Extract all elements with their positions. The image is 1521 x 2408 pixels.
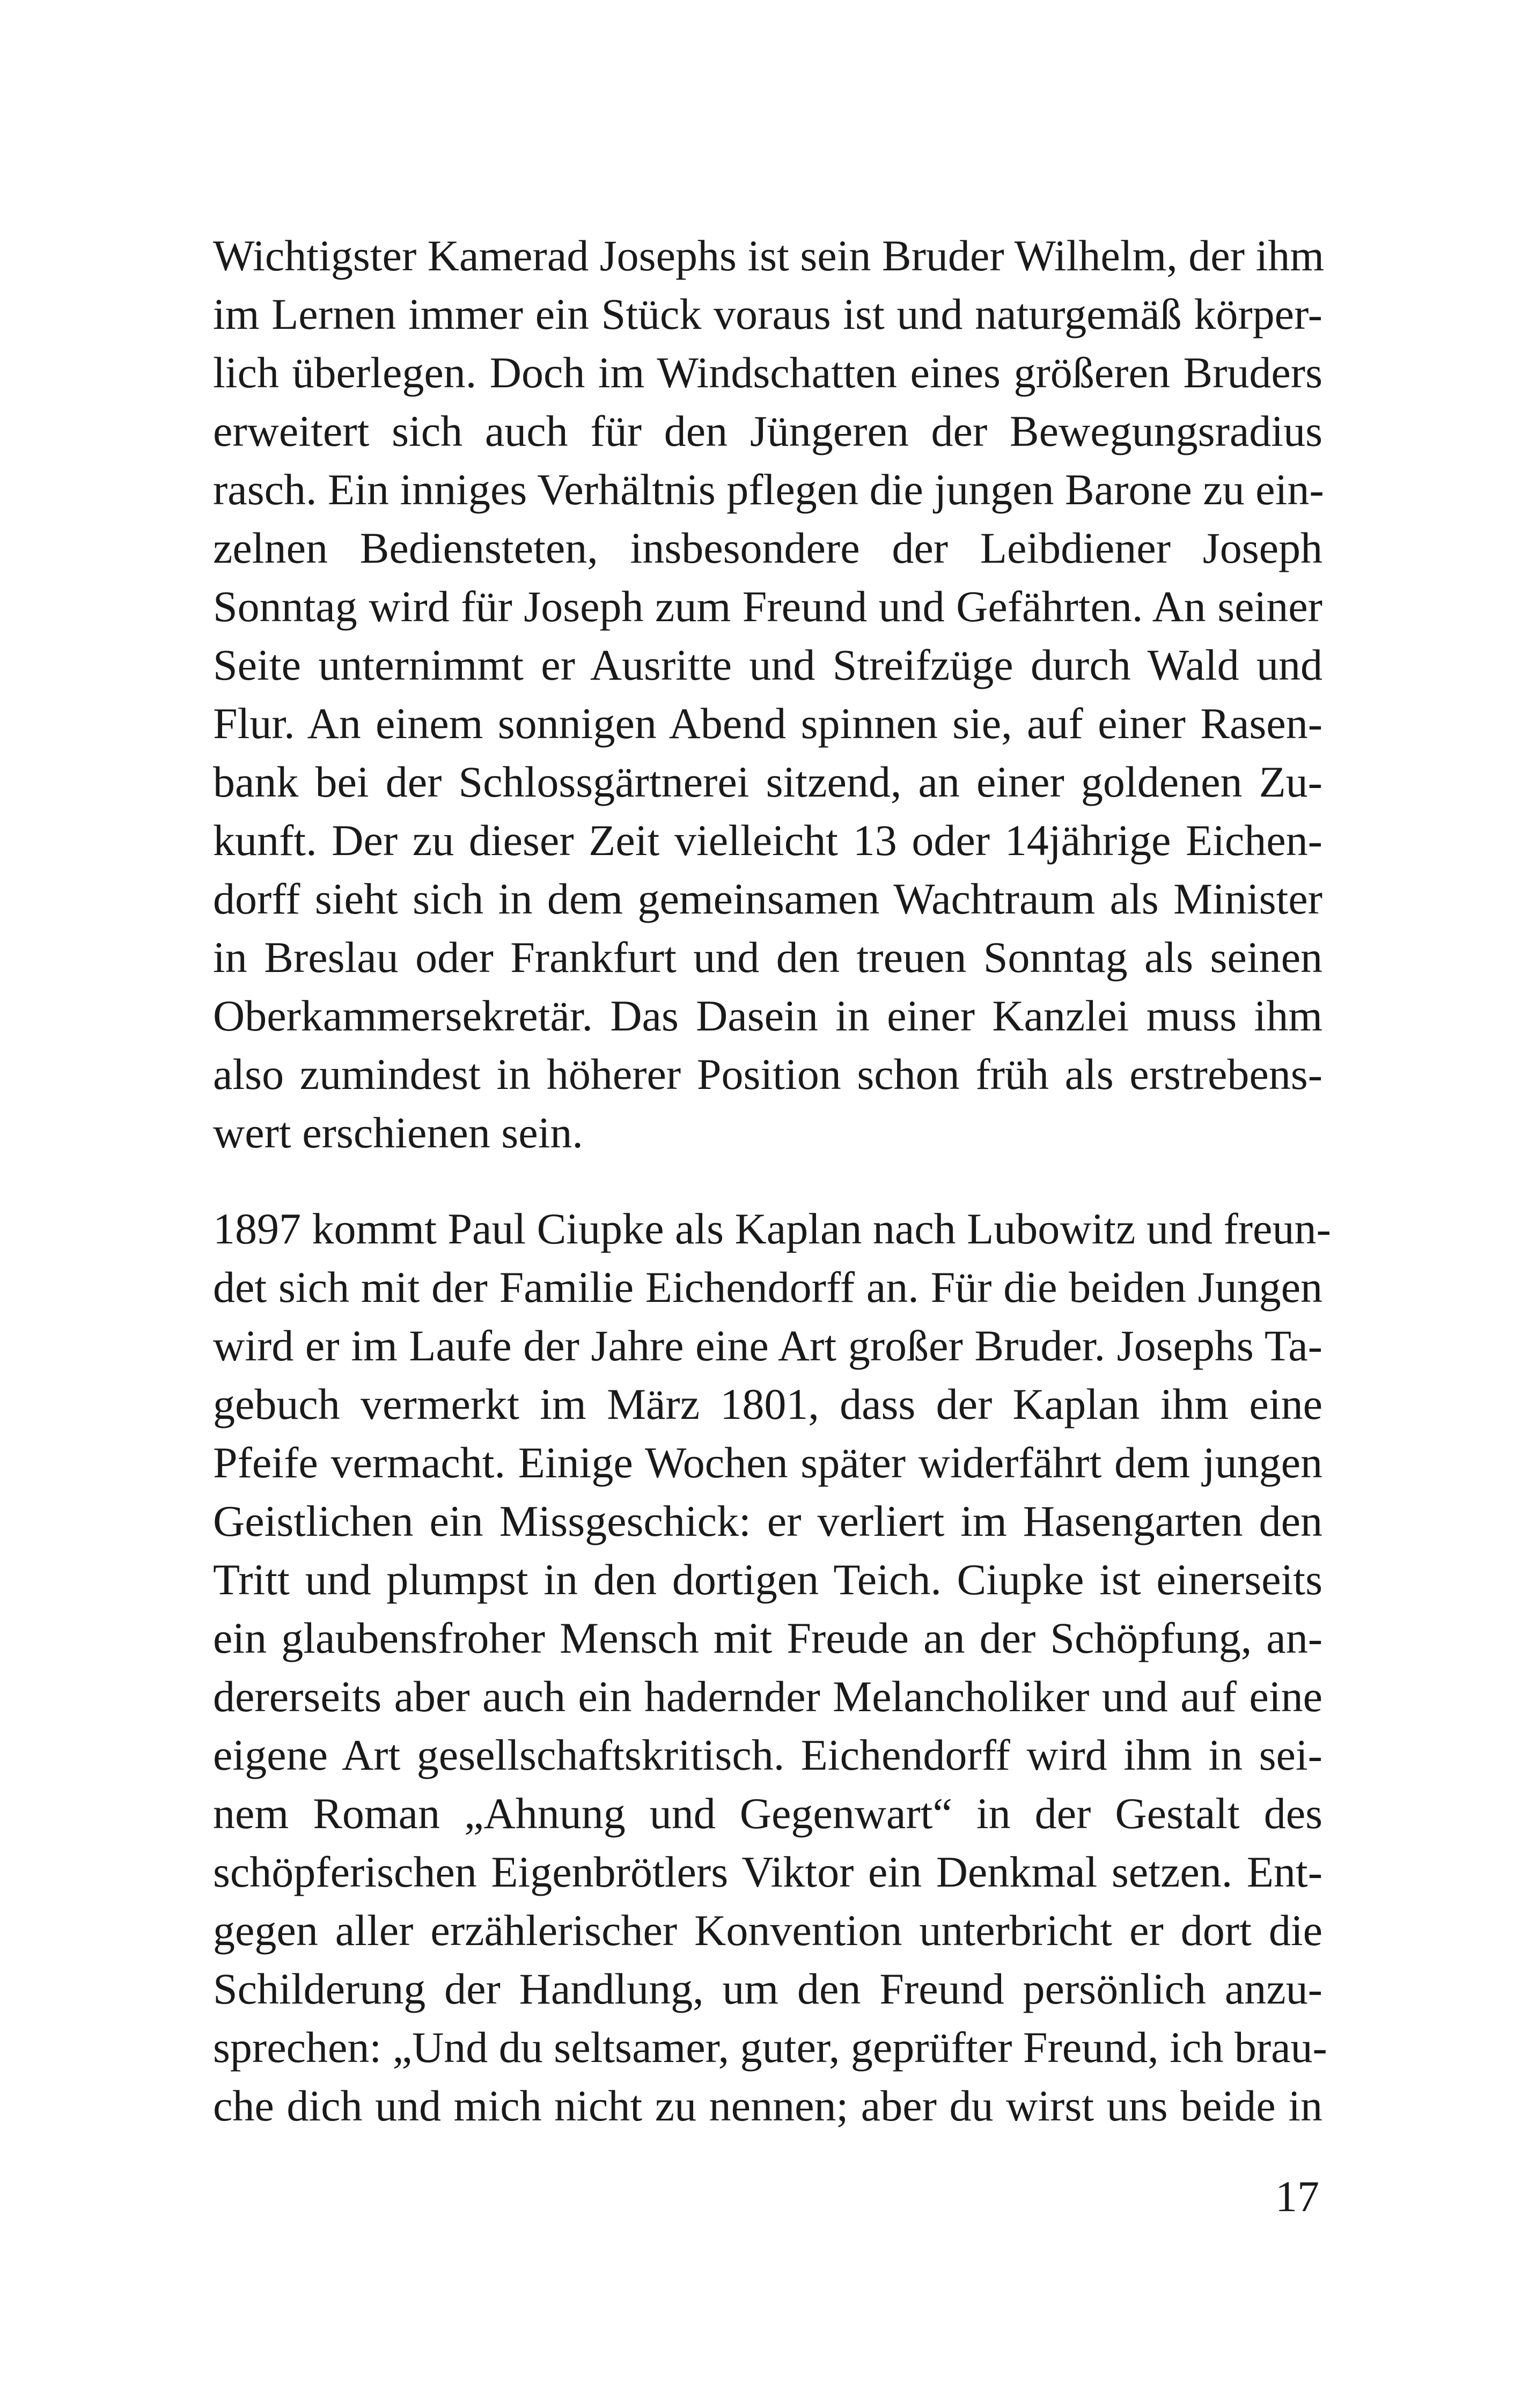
- text-line: dererseits aber auch ein hadernder Melancholiker und auf eine: [213, 1672, 1322, 1721]
- text-line: also zumindest in höherer Position schon früh als erstrebens-: [213, 1050, 1322, 1099]
- text-line: ein glaubensfroher Mensch mit Freude an der Schöpfung, an-: [213, 1614, 1322, 1662]
- text-line: Oberkammersekretär. Das Dasein in einer Kanzlei muss ihm: [213, 991, 1322, 1040]
- text-line: Pfeife vermacht. Einige Wochen später widerfährt dem jungen: [213, 1438, 1322, 1487]
- text-line: Flur. An einem sonnigen Abend spinnen sie, auf einer Rasen-: [213, 699, 1322, 748]
- text-line: wert erschienen sein.: [213, 1108, 583, 1157]
- text-line: Seite unternimmt er Ausritte und Streifzüge durch Wald und: [213, 640, 1322, 689]
- text-line: im Lernen immer ein Stück voraus ist und naturgemäß körper-: [213, 290, 1322, 338]
- text-line: gebuch vermerkt im März 1801, dass der Kaplan ihm eine: [213, 1380, 1322, 1428]
- text-line: Schilderung der Handlung, um den Freund persönlich anzu-: [213, 1964, 1322, 2013]
- text-line: det sich mit der Familie Eichendorff an. Für die beiden Jungen: [213, 1263, 1322, 1312]
- text-line: lich überlegen. Doch im Windschatten eines größeren Bruders: [213, 348, 1322, 397]
- text-line: zelnen Bediensteten, insbesondere der Leibdiener Joseph: [213, 524, 1322, 572]
- paragraph-2: [213, 1199, 1331, 2135]
- text-line: sprechen: „Und du seltsamer, guter, geprüfter Freund, ich brau-: [213, 2023, 1327, 2072]
- text-line: rasch. Ein inniges Verhältnis pflegen die jungen Barone zu ein-: [213, 465, 1324, 514]
- page-number: 17: [1275, 2172, 1319, 2221]
- text-line: Tritt und plumpst in den dortigen Teich. Ciupke ist einerseits: [213, 1555, 1322, 1604]
- text-line: wird er im Laufe der Jahre eine Art großer Bruder. Josephs Ta-: [213, 1321, 1322, 1370]
- text-line: in Breslau oder Frankfurt und den treuen Sonntag als seinen: [213, 933, 1322, 982]
- text-line: Geistlichen ein Missgeschick: er verliert im Hasengarten den: [213, 1497, 1322, 1545]
- text-line: erweitert sich auch für den Jüngeren der Bewegungsradius: [213, 407, 1322, 455]
- text-line: schöpferischen Eigenbrötlers Viktor ein Denkmal setzen. Ent-: [213, 1847, 1322, 1896]
- text-line: Sonntag wird für Joseph zum Freund und Gefährten. An seiner: [213, 582, 1322, 631]
- text-line: gegen aller erzählerischer Konvention unterbricht er dort die: [213, 1906, 1322, 1955]
- text-line: 1897 kommt Paul Ciupke als Kaplan nach Lubowitz und freun-: [213, 1204, 1331, 1253]
- text-line: bank bei der Schlossgärtnerei sitzend, an einer goldenen Zu-: [213, 757, 1322, 806]
- text-line: dorff sieht sich in dem gemeinsamen Wachtraum als Minister: [213, 874, 1322, 923]
- text-line: eigene Art gesellschaftskritisch. Eichendorff wird ihm in sei-: [213, 1730, 1322, 1779]
- text-line: Wichtigster Kamerad Josephs ist sein Bruder Wilhelm, der ihm: [213, 231, 1325, 280]
- text-line: nem Roman „Ahnung und Gegenwart“ in der Gestalt des: [213, 1789, 1322, 1838]
- text-line: che dich und mich nicht zu nennen; aber du wirst uns beide in: [213, 2081, 1322, 2130]
- text-line: kunft. Der zu dieser Zeit vielleicht 13 oder 14jährige Eichen-: [213, 816, 1322, 865]
- paragraph-1: [213, 226, 1325, 1162]
